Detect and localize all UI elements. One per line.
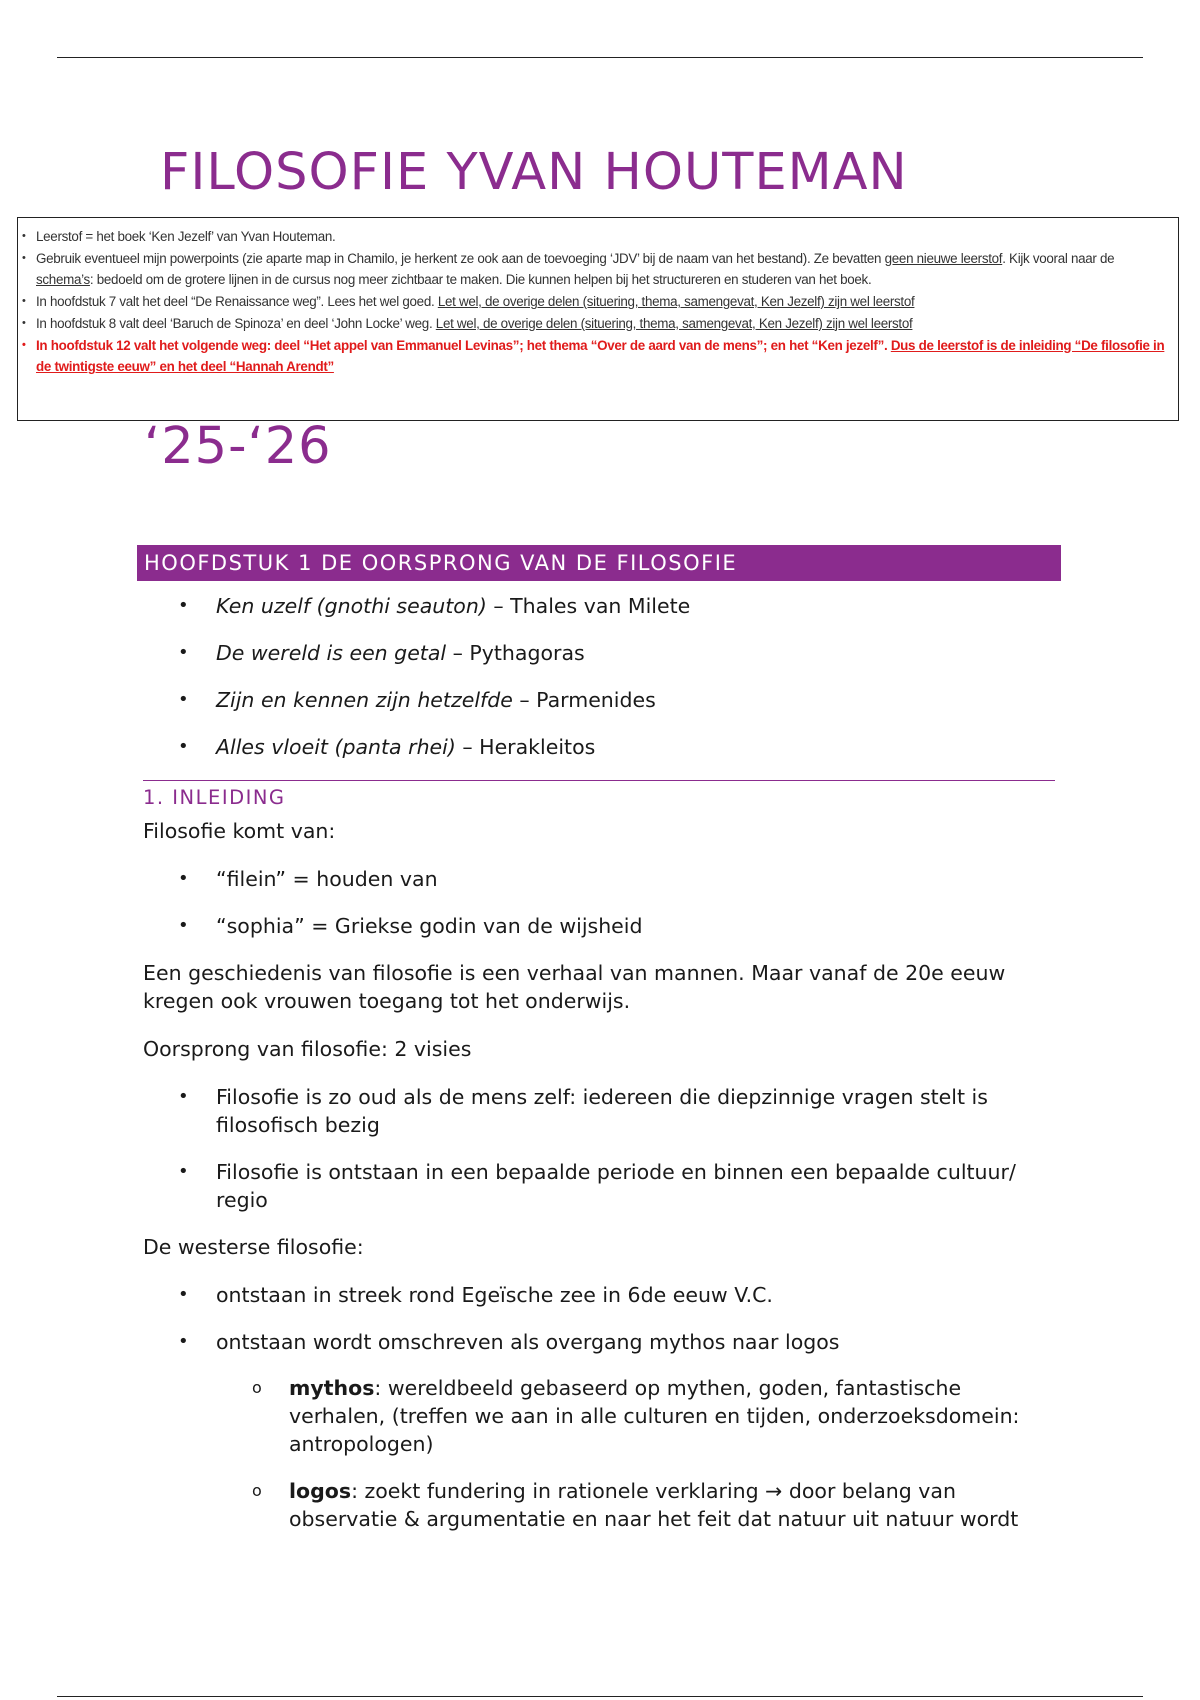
main-content <box>143 592 1063 1552</box>
notice-item: • Leerstof = het boek ‘Ken Jezelf’ van Yvan Houteman. <box>36 226 1168 248</box>
study-notice-box <box>17 217 1179 421</box>
quote-list <box>143 592 1063 761</box>
quote-item: • De wereld is een getal – Pythagoras <box>143 639 1063 667</box>
academic-year: ‘25-‘26 <box>144 417 332 476</box>
list-item: • ontstaan in streek rond Egeïsche zee in 6de eeuw V.C. <box>143 1281 1063 1309</box>
paragraph: Oorsprong van filosofie: 2 visies <box>143 1037 472 1061</box>
quote-item: • Ken uzelf (gnothi seauton) – Thales van Milete <box>143 592 1063 620</box>
footer-rule <box>57 1696 1143 1697</box>
sub-list-item: o logos: zoekt fundering in rationele verklaring → door belang van observatie & argumentatie en naar het feit dat natuur uit natuur wordt <box>143 1477 1063 1533</box>
sub-list <box>216 1374 1063 1533</box>
sub-list-item: o mythos: wereldbeeld gebaseerd op mythen, goden, fantastische verhalen, (treffen we aan in alle culturen en tijden, onderzoeksdomein: antropologen) <box>143 1374 1063 1458</box>
notice-item-warning: • In hoofdstuk 12 valt het volgende weg: deel “Het appel van Emmanuel Levinas”; het thema “Over de aard van de mens”; en het “Ken jezelf”. Dus de leerstof is de inleiding “De filosofie in de twintigste eeuw” en het deel “Hannah Arendt” <box>36 335 1168 378</box>
list-item: • Filosofie is zo oud als de mens zelf: iedereen die diepzinnige vragen stelt is filosofisch bezig <box>143 1083 1063 1139</box>
notice-item: • In hoofdstuk 8 valt deel ‘Baruch de Spinoza’ en deel ‘John Locke’ weg. Let wel, de overige delen (situering, thema, samengevat, Ken Jezelf) zijn wel leerstof <box>36 313 1168 335</box>
origin-list <box>143 865 1063 940</box>
list-item: • ontstaan wordt omschreven als overgang mythos naar logos o mythos: wereldbeeld gebaseerd op mythen, goden, fantastische verhalen, (treffen we aan in alle culturen en tijden, onderzoeksdomein: antropologen) o logos: zoekt fundering in rationele verklaring → door belang van observatie & argumentatie en naar het feit dat natuur uit natuur wordt <box>143 1328 1063 1533</box>
paragraph: De westerse filosofie: <box>143 1235 364 1259</box>
visions-list <box>143 1083 1063 1214</box>
section-divider <box>143 780 1055 781</box>
notice-item: • Gebruik eventueel mijn powerpoints (zie aparte map in Chamilo, je herkent ze ook aan de toevoeging ‘JDV’ bij de naam van het bestand). Ze bevatten geen nieuwe leerstof. Kijk vooral naar de schema’s: bedoeld om de grotere lijnen in de cursus nog meer zichtbaar te maken. Die kunnen helpen bij het structureren en studeren van het boek. <box>36 248 1168 291</box>
notice-item: • In hoofdstuk 7 valt het deel “De Renaissance weg”. Lees het wel goed. Let wel, de overige delen (situering, thema, samengevat, Ken Jezelf) zijn wel leerstof <box>36 291 1168 313</box>
list-item: • “sophia” = Griekse godin van de wijsheid <box>143 912 1063 940</box>
quote-item: • Alles vloeit (panta rhei) – Herakleitos <box>143 733 1063 761</box>
quote-item: • Zijn en kennen zijn hetzelfde – Parmenides <box>143 686 1063 714</box>
chapter-heading: HOOFDSTUK 1 DE OORSPRONG VAN DE FILOSOFIE <box>137 545 1061 581</box>
document-title: FILOSOFIE YVAN HOUTEMAN <box>160 143 908 202</box>
section-heading: 1. INLEIDING <box>143 786 286 809</box>
list-item: • Filosofie is ontstaan in een bepaalde periode en binnen een bepaalde cultuur/ regio <box>143 1158 1063 1214</box>
notice-list <box>18 218 1178 378</box>
paragraph: Filosofie komt van: <box>143 819 336 843</box>
header-rule <box>57 57 1143 58</box>
paragraph: Een geschiedenis van filosofie is een verhaal van mannen. Maar vanaf de 20e eeuw kregen ook vrouwen toegang tot het onderwijs. <box>143 961 1006 1013</box>
western-list <box>143 1281 1063 1533</box>
list-item: • “filein” = houden van <box>143 865 1063 893</box>
